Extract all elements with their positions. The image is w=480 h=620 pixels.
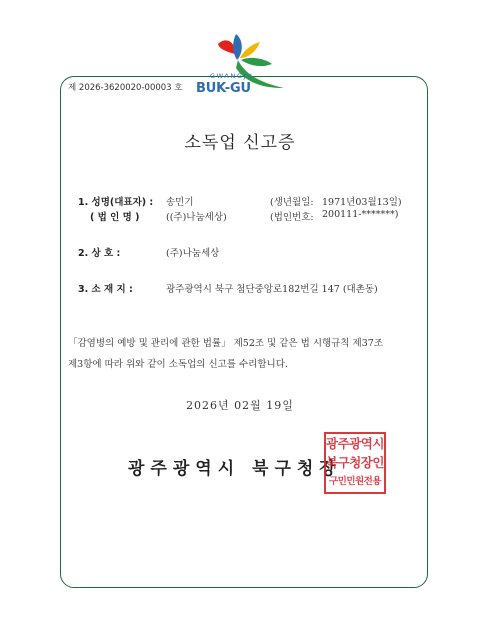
registration-number: 제 2026-3620020-00003 호 <box>68 83 183 93</box>
logo-main-text: BUK-GU <box>196 81 251 96</box>
corp-number-value: 200111-*******) <box>322 209 399 220</box>
business-name: (주)나눔세상 <box>166 248 220 259</box>
statement-line-2: 제3항에 따라 위와 같이 소독업의 신고를 수리합니다. <box>68 359 288 370</box>
seal-row-1: 광주광역시 <box>326 436 384 451</box>
corp-number-label: (법인번호: <box>270 212 314 223</box>
address: 광주광역시 북구 첨단중앙로182번길 147 (대촌동) <box>166 284 378 295</box>
issuer-name: 광주광역시 북구청장 <box>128 459 342 479</box>
certificate-statement <box>68 333 418 375</box>
representative-name: 송민기 <box>166 197 194 208</box>
seal-row-3: 구민민원전용 <box>328 476 382 487</box>
seal-row-2: 북구청장인 <box>326 455 384 470</box>
birth-label: (생년월일: <box>270 197 314 208</box>
field-1-label: 1. 성명(대표자) : <box>78 197 154 208</box>
corporation-label: ( 법 인 명 ) <box>90 212 140 223</box>
field-3-label: 3. 소 재 지 : <box>78 284 133 295</box>
issue-date: 2026년 02월 19일 <box>186 399 294 412</box>
page-title: 소독업 신고증 <box>184 133 296 153</box>
official-seal <box>324 432 386 494</box>
birth-value: 1971년03월13일) <box>322 197 402 208</box>
logo-top-text: GWANGJU <box>210 72 254 80</box>
field-2-label: 2. 상 호 : <box>78 248 121 259</box>
corporation-name: ((주)나눔세상) <box>166 212 227 223</box>
statement-line-1: 「감염병의 예방 및 관리에 관한 법률」 제52조 및 같은 법 시행규칙 제37조 <box>68 338 383 349</box>
